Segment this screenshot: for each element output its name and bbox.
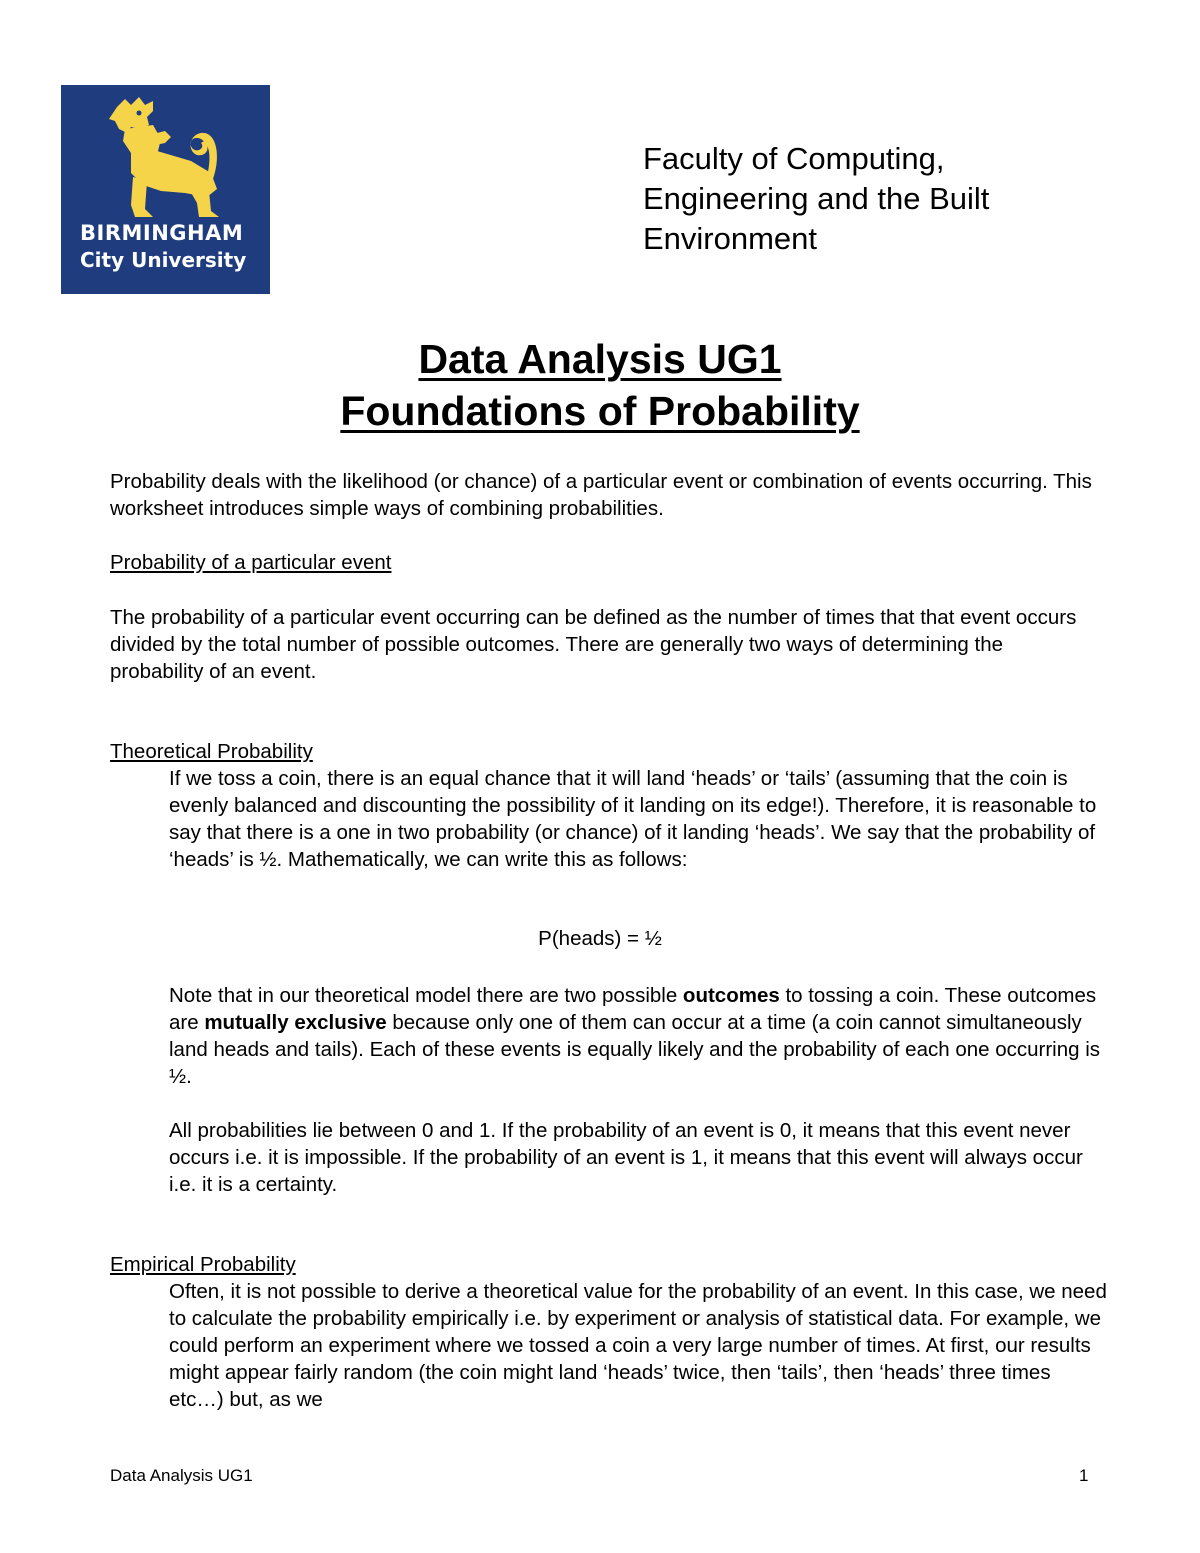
text-run: to tossing a coin. These outcomes are [169, 984, 1097, 1034]
formula: P(heads) = ½ [538, 927, 662, 950]
page-number: 1 [1079, 1466, 1089, 1485]
theoretical-paragraph-2 [169, 982, 1109, 1090]
section-heading-particular-event: Probability of a particular event [110, 551, 392, 574]
section-heading-empirical: Empirical Probability [110, 1253, 296, 1276]
faculty-name: Faculty of Computing, Engineering and the Built Environment [643, 141, 990, 256]
footer-title: Data Analysis UG1 [110, 1466, 253, 1485]
document-subtitle: Foundations of Probability [340, 388, 860, 434]
theoretical-paragraph-3: All probabilities lie between 0 and 1. If the probability of an event is 0, it means that this event never occurs i.e. it is impossible. If the probability of an event is 1, it means that this event will always occur i.e. it is a certainty. [169, 1119, 1083, 1196]
logo-text-line2: City University [80, 248, 247, 272]
intro-paragraph: Probability deals with the likelihood (or chance) of a particular event or combination of events occurring. This worksheet introduces simple ways of combining probabilities. [110, 470, 1092, 520]
theoretical-paragraph-1: If we toss a coin, there is an equal chance that it will land ‘heads’ or ‘tails’ (assuming that the coin is evenly balanced and discounting the possibility of it landing on its edge!). Therefore, it is reasonable to say that there is a one in two probability (or chance) of it landing ‘heads’. We say that the probability of ‘heads’ is ½. Mathematically, we can write this as follows: [169, 767, 1097, 871]
term-mutually-exclusive: mutually exclusive [204, 1011, 387, 1034]
empirical-paragraph-1: Often, it is not possible to derive a theoretical value for the probability of an event. In this case, we need to calculate the probability empirically i.e. by experiment or analysis of statistical data. For example, we could perform an experiment where we tossed a coin a very large number of times. At first, our results might appear fairly random (the coin might land ‘heads’ twice, then ‘tails’, then ‘heads’ three times etc…) but, as we [169, 1280, 1107, 1411]
particular-event-paragraph: The probability of a particular event occurring can be defined as the number of times that that event occurs divided by the total number of possible outcomes. There are generally two ways of determining the probability of an event. [110, 606, 1077, 683]
university-logo [61, 85, 270, 294]
term-outcomes: outcomes [682, 984, 780, 1007]
text-run: Note that in our theoretical model there are two possible [169, 984, 683, 1007]
document-title: Data Analysis UG1 [418, 336, 782, 382]
logo-text-line1: BIRMINGHAM [80, 221, 244, 245]
section-heading-theoretical: Theoretical Probability [110, 740, 313, 763]
text-run: because only one of them can occur at a time (a coin cannot simultaneously land heads and tails). Each of these events is equally likely and the probability of each one occurring is ½. [169, 1011, 1101, 1088]
